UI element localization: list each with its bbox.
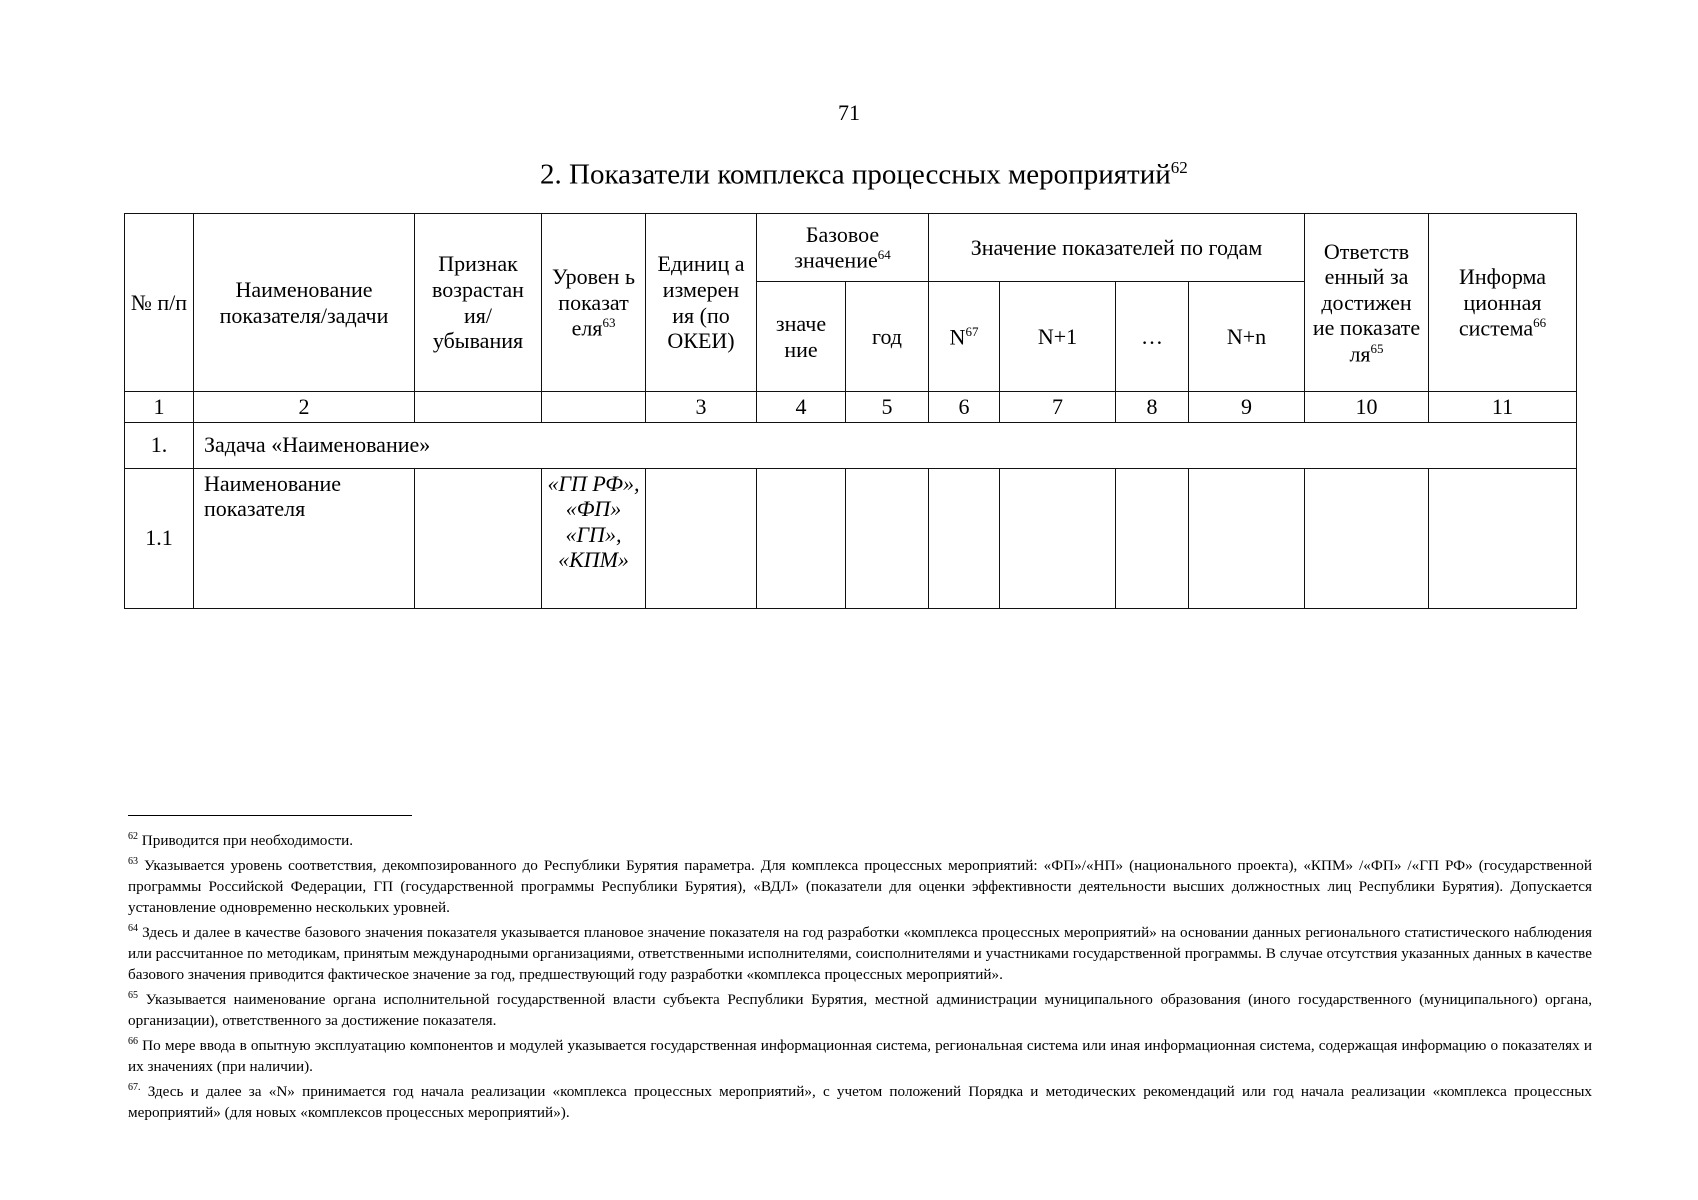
col-header-responsible-text: Ответств енный за достижен ие показате ля — [1312, 238, 1421, 366]
task-number: 1. — [125, 422, 194, 468]
footnote-text: Здесь и далее в качестве базового значения показателя указывается плановое значение показателя на год разработки «комплекса процессных мероприятий» на основании данных регионального статистического наблюдения или рассчитанное по методикам, принятым международными организациями, ответственными исполнителями, соисполнителями и участниками государственной программы. В случае отсутствия указанных данных в качестве базового значения приводится фактическое значение за год, предшествующий году разработки «комплекса процессных мероприятий». — [128, 924, 1592, 984]
column-number: 8 — [1116, 392, 1189, 423]
col-header-values-by-year: Значение показателей по годам — [929, 214, 1305, 282]
indicator-name: Наименование показателя — [194, 468, 415, 608]
col-header-year-dots: … — [1116, 282, 1189, 392]
footnote-id: 66 — [128, 1036, 138, 1048]
indicator-level: «ГП», — [565, 521, 622, 547]
col-header-base-text: Базовое значение — [794, 221, 880, 273]
footnote-text: Приводится при необходимости. — [141, 832, 354, 850]
indicator-info-system-cell — [1429, 468, 1577, 608]
indicator-level: «ФП» — [565, 496, 622, 522]
indicator-responsible-cell — [1305, 468, 1429, 608]
indicators-table — [124, 213, 1577, 609]
title-footnote-ref: 62 — [1170, 158, 1188, 177]
col-header-unit: Единиц а измерен ия (по ОКЕИ) — [646, 214, 757, 392]
column-number: 11 — [1429, 392, 1577, 423]
col-header-trend: Признак возрастан ия/ убывания — [415, 214, 542, 392]
footnotes — [128, 826, 1592, 1123]
indicator-level: «КПМ» — [558, 547, 629, 573]
col-header-info-system-text: Информа ционная система — [1458, 264, 1547, 341]
column-number — [542, 392, 646, 423]
column-number: 4 — [757, 392, 846, 423]
col-header-num: № п/п — [125, 214, 194, 392]
column-number: 6 — [929, 392, 1000, 423]
col-header-year-n1: N+1 — [1000, 282, 1116, 392]
indicator-unit-cell — [646, 468, 757, 608]
column-numbers-row — [125, 392, 1577, 423]
footnote-id: 64 — [128, 923, 138, 935]
indicator-number: 1.1 — [125, 468, 194, 608]
header-row-1 — [125, 214, 1577, 282]
footnote-id: 65 — [128, 990, 138, 1002]
col-header-year-n-text: N — [949, 323, 966, 349]
col-header-year-n — [929, 282, 1000, 392]
footnote — [128, 851, 1592, 918]
col-header-level-text: Уровен ь показат еля — [552, 264, 635, 341]
page-number: 71 — [838, 100, 860, 125]
footnote-ref-63: 63 — [602, 315, 616, 331]
column-number: 10 — [1305, 392, 1429, 423]
col-header-name: Наименование показателя/задачи — [194, 214, 415, 392]
col-header-level — [542, 214, 646, 392]
footnote-id: 62 — [128, 831, 138, 842]
footnote-text: Указывается уровень соответствия, декомпозированного до Республики Бурятия параметра. Для комплекса процессных мероприятий: «ФП»/«НП» (национального проекта), «КПМ» /«ФП» /«ГП РФ» (государственной программы Российской Федерации, ГП (государственной программы Республики Бурятия), «ВДЛ» (показатели для оценки эффективности деятельности высших должностных лиц Республики Бурятия). Допускается установление одновременно нескольких уровней. — [128, 857, 1593, 917]
task-label: Задача «Наименование» — [194, 422, 1577, 468]
indicator-year-n1-cell — [1000, 468, 1116, 608]
footnote-separator — [128, 815, 412, 816]
footnote-ref-64: 64 — [877, 247, 891, 263]
indicator-base-year-cell — [846, 468, 929, 608]
footnote-ref-66: 66 — [1533, 315, 1547, 331]
col-header-year-nn: N+n — [1189, 282, 1305, 392]
col-header-base — [757, 214, 929, 282]
column-number: 1 — [125, 392, 194, 423]
indicator-year-n-cell — [929, 468, 1000, 608]
footnote-ref-67: 67 — [965, 323, 979, 339]
section-title — [540, 158, 1188, 192]
footnote-id: 63 — [128, 856, 138, 868]
column-number: 9 — [1189, 392, 1305, 423]
indicator-trend-cell — [415, 468, 542, 608]
footnote-text: По мере ввода в опытную эксплуатацию компонентов и модулей указывается государственная информационная система, региональная система или иная информационная система, содержащая информацию о показателях и их значениях (при наличии). — [128, 1037, 1593, 1076]
indicator-row — [125, 468, 1577, 608]
footnote — [128, 826, 1592, 851]
footnote-text: Здесь и далее за «N» принимается год начала реализации «комплекса процессных мероприятий», с учетом положений Порядка и методических рекомендаций или год начала реализации «комплекса процессных мероприятий» (для новых «комплексов процессных мероприятий»). — [128, 1083, 1593, 1122]
column-number: 5 — [846, 392, 929, 423]
column-number: 2 — [194, 392, 415, 423]
indicator-year-dots-cell — [1116, 468, 1189, 608]
column-number: 7 — [1000, 392, 1116, 423]
col-header-info-system — [1429, 214, 1577, 392]
footnote-id: 67. — [128, 1082, 141, 1094]
col-header-base-year: год — [846, 282, 929, 392]
col-header-base-value: значе ние — [757, 282, 846, 392]
indicator-level: «ГП РФ», — [547, 470, 640, 496]
footnote-text: Указывается наименование органа исполнительной государственной власти субъекта Республики Бурятия, местной администрации муниципального образования (иного государственного (муниципального) органа, организации), ответственного за достижение показателя. — [128, 991, 1593, 1030]
footnote — [128, 985, 1592, 1031]
section-title-text: 2. Показатели комплекса процессных мероприятий — [540, 158, 1171, 191]
footnote-ref-65: 65 — [1370, 340, 1384, 356]
footnote — [128, 1031, 1592, 1077]
indicator-levels — [542, 468, 646, 608]
indicator-base-value-cell — [757, 468, 846, 608]
footnote — [128, 918, 1592, 985]
column-number: 3 — [646, 392, 757, 423]
task-row — [125, 422, 1577, 468]
footnote — [128, 1077, 1592, 1123]
indicator-year-nn-cell — [1189, 468, 1305, 608]
column-number — [415, 392, 542, 423]
col-header-responsible — [1305, 214, 1429, 392]
